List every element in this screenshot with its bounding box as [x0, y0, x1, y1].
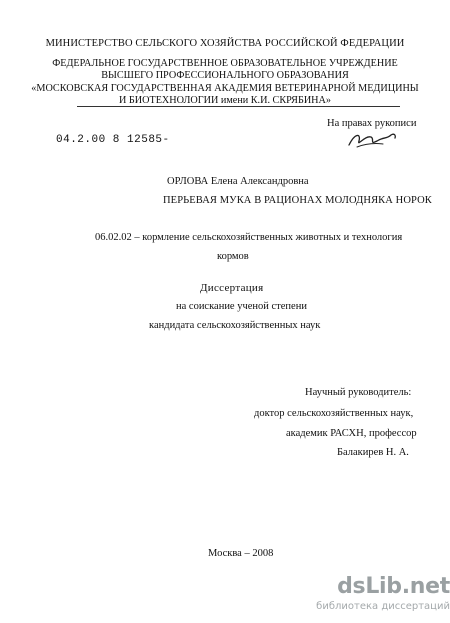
ministry-header: МИНИСТЕРСТВО СЕЛЬСКОГО ХОЗЯЙСТВА РОССИЙСКОЙ ФЕДЕРАЦИИ: [45, 38, 405, 49]
document-type: Диссертация: [200, 282, 264, 294]
registration-code: 04.2.00 8 12585-: [56, 134, 170, 146]
supervisor-name: Балакирев Н. А.: [337, 447, 409, 458]
institution-name: [0, 58, 450, 108]
watermark-logo[interactable]: [302, 574, 450, 616]
institution-line: «МОСКОВСКАЯ ГОСУДАРСТВЕННАЯ АКАДЕМИЯ ВЕТЕРИНАРНОЙ МЕДИЦИНЫ: [31, 82, 419, 94]
author-name: ОРЛОВА Елена Александровна: [167, 176, 309, 187]
watermark-brand: dsLib.net: [337, 574, 450, 599]
degree-line-2: кандидата сельскохозяйственных наук: [149, 320, 321, 331]
dissertation-title: ПЕРЬЕВАЯ МУКА В РАЦИОНАХ МОЛОДНЯКА НОРОК: [163, 195, 432, 206]
degree-line-1: на соискание ученой степени: [176, 301, 307, 312]
supervisor-degree: доктор сельскохозяйственных наук,: [254, 408, 414, 419]
place-year: Москва – 2008: [208, 548, 274, 559]
supervisor-rank: академик РАСХН, профессор: [286, 428, 417, 439]
handwritten-signature: [345, 129, 399, 151]
supervisor-heading: Научный руководитель:: [305, 387, 412, 398]
specialty-line-2: кормов: [217, 251, 249, 262]
institution-line: И БИОТЕХНОЛОГИИ имени К.И. СКРЯБИНА»: [119, 95, 331, 107]
header-divider: [77, 106, 400, 107]
institution-line: ВЫСШЕГО ПРОФЕССИОНАЛЬНОГО ОБРАЗОВАНИЯ: [101, 70, 349, 82]
watermark-tagline: библиотека диссертаций: [316, 601, 450, 612]
specialty-line-1: 06.02.02 – кормление сельскохозяйственных животных и технология: [95, 232, 403, 243]
institution-line: ФЕДЕРАЛЬНОЕ ГОСУДАРСТВЕННОЕ ОБРАЗОВАТЕЛЬНОЕ УЧРЕЖДЕНИЕ: [52, 58, 398, 69]
rights-note: На правах рукописи: [327, 118, 417, 129]
